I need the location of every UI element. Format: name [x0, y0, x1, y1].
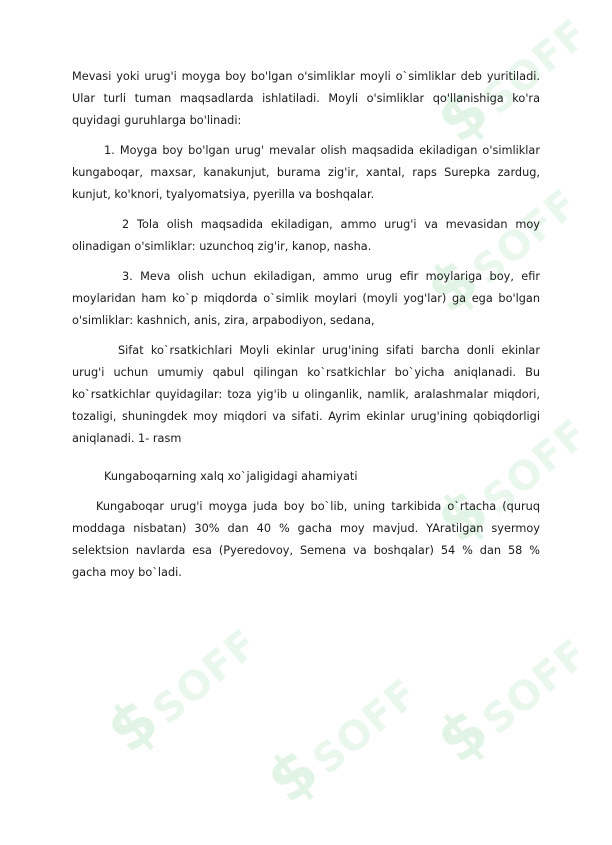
dollar-s-logo-icon: $	[422, 473, 503, 557]
watermark-text: SOFF	[464, 180, 588, 294]
paragraph-group-3: 3. Meva olish uchun ekiladigan, ammo urug efir moylariga boy, efir moylaridan ham ko`p miqdorda o`simlik moylari (moyli yog'lar) ga ega bo'lgan o'simliklar: kashnich, anis, zira, arpabodiyon, sedana,	[72, 270, 540, 327]
paragraph-quality-indicators: Sifat ko`rsatkichlari Moyli ekinlar urug'ining sifati barcha donli ekinlar urug'i uchun umumiy qabul qilingan ko`rsatkichlar bo`yicha aniqlanadi. Bu ko`rsatkichlar quyidagilar: toza yig'ib u olinganlik, namlik, aralashmalar miqdori, tozaligi, shuningdek moy miqdori va sifati. Ayrim ekinlar urug'ining qobiqdorligi aniqlanadi. 1- rasm	[72, 344, 540, 445]
document-body	[72, 66, 540, 584]
dollar-s-logo-icon: $	[422, 693, 503, 777]
dollar-s-logo-icon: $	[422, 73, 503, 157]
watermark-text: SOFF	[474, 410, 598, 524]
section-heading: Kungaboqarning xalq xo`jaligidagi ahamiyati	[104, 470, 358, 483]
dollar-s-logo-icon: $	[92, 683, 173, 767]
paragraph-sunflower: Kungaboqar urug'i moyga juda boy bo`lib, uning tarkibida o`rtacha (quruq moddaga nisbatan) 30% dan 40 % gacha moy mavjud. YAratilgan syermoy selektsion navlarda esa (Pyeredovoy, Semena va boshqalar) 54 % dan 58 % gacha moy bo`ladi.	[72, 500, 540, 579]
watermark-text: SOFF	[474, 10, 598, 124]
dollar-s-logo-icon: $	[412, 243, 493, 327]
watermark-logo	[252, 665, 438, 845]
watermark-logo	[92, 615, 278, 796]
watermark-text: SOFF	[144, 620, 268, 734]
paragraph-group-1: 1. Moyga boy bo'lgan urug' mevalar olish maqsadida ekiladigan o'simliklar kungaboqar, maxsar, kanakunjut, burama zig'ir, xantal, raps Surepka zardug, kunjut, ko'knori, tyalyomatsiya, pyerilla va boshqalar.	[72, 144, 540, 201]
watermark-text: SOFF	[304, 670, 428, 784]
dollar-s-logo-icon: $	[252, 733, 333, 817]
watermark-text: SOFF	[474, 630, 598, 744]
paragraph-intro: Mevasi yoki urug'i moyga boy bo'lgan o'simliklar moyli o`simliklar deb yuritiladi. Ular turli tuman maqsadlarda ishlatiladi. Moyli o'simliklar qo'llanishiga ko'ra quyidagi guruhlarga bo'linadi:	[72, 70, 540, 127]
paragraph-group-2: 2 Tola olish maqsadida ekiladigan, ammo urug'i va mevasidan moy olinadigan o'simliklar: uzunchoq zig'ir, kanop, nasha.	[72, 218, 540, 253]
watermark-logo	[422, 625, 608, 806]
